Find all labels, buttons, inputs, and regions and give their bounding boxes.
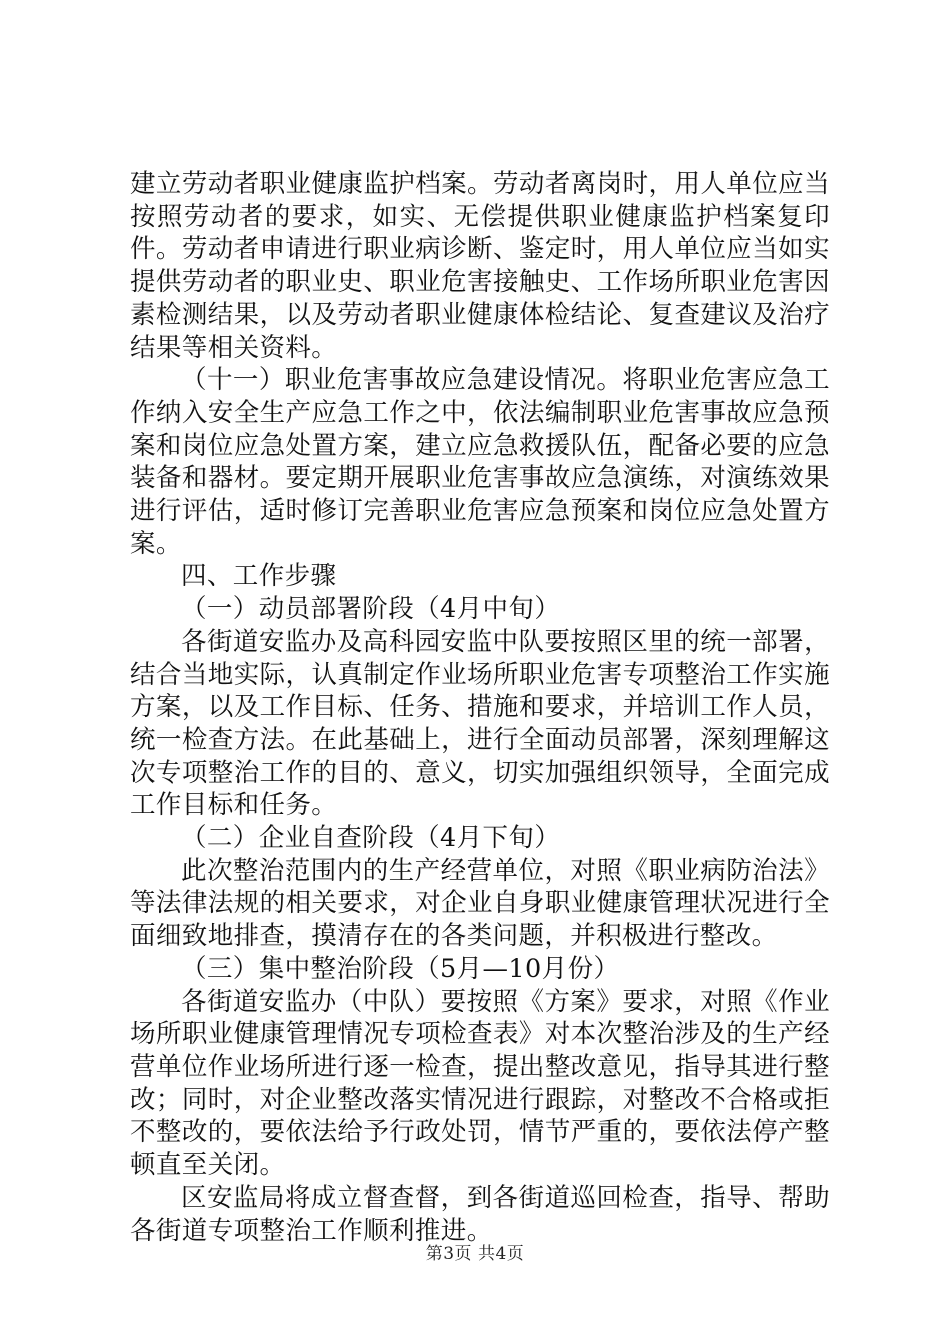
paragraph-supervision: 区安监局将成立督查督，到各街道巡回检查，指导、帮助各街道专项整治工作顺利推进。 xyxy=(130,1182,830,1246)
subheading-rectification-stage: （三）集中整治阶段（5月—10月份） xyxy=(181,953,620,984)
subheading-self-inspection-stage: （二）企业自查阶段（4月下旬） xyxy=(181,823,561,854)
subheading-mobilization-stage: （一）动员部署阶段（4月中旬） xyxy=(181,594,561,625)
paragraph-mobilization: 各街道安监办及高科园安监中队要按照区里的统一部署，结合当地实际，认真制定作业场所职业危害专项整治工作实施方案，以及工作目标、任务、措施和要求，并培训工作人员，统一检查方法。在此基础上，进行全面动员部署，深刻理解这次专项整治工作的目的、意义，切实加强组织领导，全面完成工作目标和任务。 xyxy=(130,626,830,821)
paragraph-self-inspection: 此次整治范围内的生产经营单位，对照《职业病防治法》等法律法规的相关要求，对企业自身职业健康管理状况进行全面细致地排查，摸清存在的各类问题，并积极进行整改。 xyxy=(130,855,830,952)
section-heading-work-steps: 四、工作步骤 xyxy=(181,561,337,592)
paragraph-archive-continuation: 建立劳动者职业健康监护档案。劳动者离岗时，用人单位应当按照劳动者的要求，如实、无偿提供职业健康监护档案复印件。劳动者申请进行职业病诊断、鉴定时，用人单位应当如实提供劳动者的职业史、职业危害接触史、工作场所职业危害因素检测结果，以及劳动者职业健康体检结论、复查建议及治疗结果等相关资料。 xyxy=(130,169,830,363)
document-body xyxy=(130,168,830,1247)
paragraph-rectification: 各街道安监办（中队）要按照《方案》要求，对照《作业场所职业健康管理情况专项检查表》对本次整治涉及的生产经营单位作业场所进行逐一检查，提出整改意见，指导其进行整改；同时，对企业整改落实情况进行跟踪，对整改不合格或拒不整改的，要依法给予行政处罚，情节严重的，要依法停产整顿直至关闭。 xyxy=(130,986,830,1181)
paragraph-emergency-section: （十一）职业危害事故应急建设情况。将职业危害应急工作纳入安全生产应急工作之中，依法编制职业危害事故应急预案和岗位应急处置方案，建立应急救援队伍，配备必要的应急装备和器材。要定期开展职业危害事故应急演练，对演练效果进行评估，适时修订完善职业危害应急预案和岗位应急处置方案。 xyxy=(130,365,830,559)
page-number-footer: 第3页 共4页 xyxy=(425,1244,525,1264)
